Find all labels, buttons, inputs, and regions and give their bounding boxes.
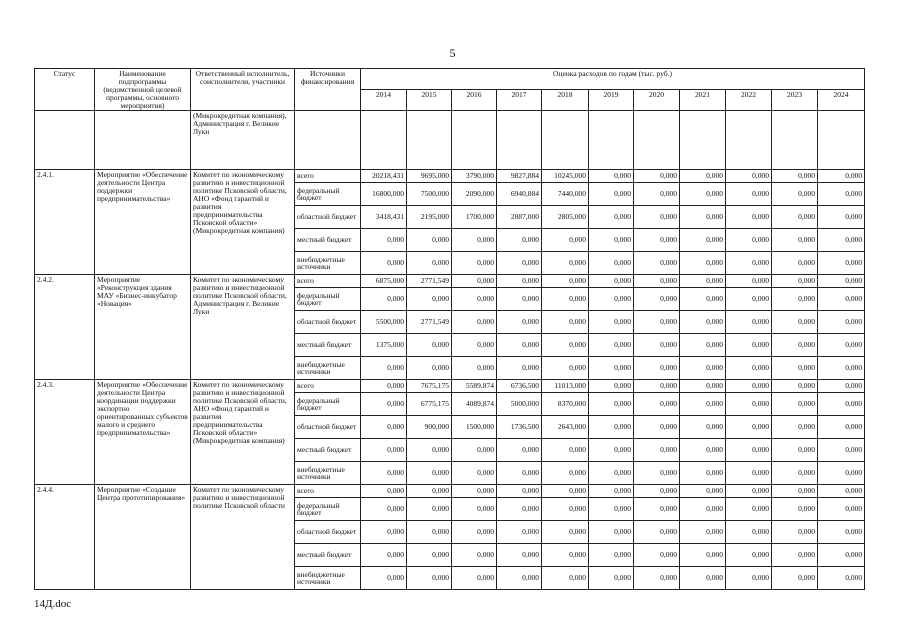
amount-cell: 0,000 [726,462,772,485]
amount-cell: 0,000 [634,275,680,288]
funding-source: местный бюджет [295,334,361,357]
group-status: 2.4.1. [35,170,95,275]
amount-cell: 2887,000 [497,206,542,229]
amount-cell: 0,000 [818,485,865,498]
group-name: Мероприятие «Реконструкция здания МАУ «Бизнес-инкубатор «Новация» [95,275,191,380]
empty-cell [680,111,726,170]
funding-source: всего [295,170,361,183]
page-number: 5 [449,46,456,60]
funding-source: внебюджетные источники [295,567,361,590]
amount-cell: 0,000 [497,252,542,275]
amount-cell: 0,000 [680,206,726,229]
amount-cell: 0,000 [589,544,634,567]
amount-cell: 0,000 [589,498,634,521]
amount-cell: 1700,000 [452,206,497,229]
table-row [35,380,865,393]
amount-cell: 0,000 [407,439,452,462]
amount-cell: 0,000 [680,334,726,357]
amount-cell: 0,000 [589,485,634,498]
amount-cell: 0,000 [589,229,634,252]
amount-cell: 0,000 [726,334,772,357]
footer-filename: 14Д.doc [34,598,72,610]
amount-cell: 0,000 [542,544,589,567]
amount-cell: 0,000 [634,439,680,462]
amount-cell: 0,000 [497,275,542,288]
header-year: 2016 [452,90,497,111]
amount-cell: 0,000 [680,311,726,334]
continuation-source-cell [295,111,361,170]
amount-cell: 0,000 [361,498,407,521]
empty-cell [407,111,452,170]
amount-cell: 6875,000 [361,275,407,288]
amount-cell: 0,000 [407,544,452,567]
amount-cell: 0,000 [634,393,680,416]
header-year: 2024 [818,90,865,111]
amount-cell: 0,000 [726,498,772,521]
funding-source: всего [295,275,361,288]
amount-cell: 0,000 [772,439,818,462]
amount-cell: 0,000 [726,567,772,590]
amount-cell: 0,000 [452,288,497,311]
amount-cell: 0,000 [542,439,589,462]
empty-cell [818,111,865,170]
amount-cell: 0,000 [407,498,452,521]
group-responsible: Комитет по экономическому развитию и инвестиционной политике Псковской области, Администрация г. Великие Луки [191,275,295,380]
amount-cell: 0,000 [772,183,818,206]
continuation-name-cell [95,111,191,170]
amount-cell: 0,000 [452,521,497,544]
amount-cell: 0,000 [407,462,452,485]
amount-cell: 0,000 [407,334,452,357]
amount-cell: 0,000 [497,544,542,567]
amount-cell: 0,000 [589,275,634,288]
amount-cell: 0,000 [407,567,452,590]
amount-cell: 0,000 [680,485,726,498]
amount-cell: 0,000 [497,521,542,544]
header-year: 2020 [634,90,680,111]
amount-cell: 0,000 [542,521,589,544]
funding-source: федеральный бюджет [295,183,361,206]
table-row [35,275,865,288]
amount-cell: 0,000 [589,521,634,544]
amount-cell: 0,000 [452,485,497,498]
amount-cell: 0,000 [818,521,865,544]
amount-cell: 0,000 [680,252,726,275]
amount-cell: 0,000 [634,183,680,206]
amount-cell: 1375,000 [361,334,407,357]
amount-cell: 0,000 [452,567,497,590]
amount-cell: 0,000 [452,334,497,357]
table-body [35,111,865,590]
amount-cell: 20218,431 [361,170,407,183]
amount-cell: 0,000 [497,311,542,334]
amount-cell: 0,000 [452,275,497,288]
amount-cell: 0,000 [497,498,542,521]
amount-cell: 7675,175 [407,380,452,393]
group-name: Мероприятие «Создание Центра прототипирования» [95,485,191,590]
amount-cell: 0,000 [542,288,589,311]
header-status: Статус [35,69,95,111]
amount-cell: 5000,000 [497,393,542,416]
amount-cell: 0,000 [634,567,680,590]
amount-cell: 0,000 [542,498,589,521]
amount-cell: 0,000 [726,544,772,567]
amount-cell: 0,000 [589,206,634,229]
amount-cell: 0,000 [680,288,726,311]
amount-cell: 0,000 [634,380,680,393]
empty-cell [497,111,542,170]
amount-cell: 0,000 [497,462,542,485]
funding-source: местный бюджет [295,439,361,462]
amount-cell: 0,000 [589,170,634,183]
amount-cell: 2771,549 [407,311,452,334]
funding-source: всего [295,485,361,498]
amount-cell: 0,000 [589,183,634,206]
amount-cell: 8370,000 [542,393,589,416]
group-responsible: Комитет по экономическому развитию и инвестиционной политике Псковской области [191,485,295,590]
amount-cell: 0,000 [772,380,818,393]
amount-cell: 2771,549 [407,275,452,288]
empty-cell [726,111,772,170]
amount-cell: 0,000 [452,252,497,275]
amount-cell: 0,000 [361,485,407,498]
table-header [35,69,865,111]
amount-cell: 0,000 [542,311,589,334]
amount-cell: 0,000 [542,462,589,485]
amount-cell: 2643,000 [542,416,589,439]
amount-cell: 0,000 [772,462,818,485]
amount-cell: 0,000 [361,544,407,567]
amount-cell: 0,000 [818,311,865,334]
amount-cell: 0,000 [818,498,865,521]
amount-cell: 0,000 [361,380,407,393]
amount-cell: 9695,000 [407,170,452,183]
amount-cell: 0,000 [407,229,452,252]
funding-source: федеральный бюджет [295,288,361,311]
header-year: 2019 [589,90,634,111]
amount-cell: 0,000 [407,357,452,380]
amount-cell: 0,000 [361,288,407,311]
amount-cell: 11013,000 [542,380,589,393]
amount-cell: 0,000 [726,416,772,439]
amount-cell: 0,000 [634,229,680,252]
header-estimate: Оценка расходов по годам (тыс. руб.) [361,69,865,90]
amount-cell: 0,000 [772,229,818,252]
amount-cell: 0,000 [818,462,865,485]
funding-source: федеральный бюджет [295,498,361,521]
funding-source: внебюджетные источники [295,462,361,485]
continuation-responsible: (Микрокредитная компания), Администрация г. Великие Луки [191,111,295,170]
funding-source: местный бюджет [295,544,361,567]
funding-source: областной бюджет [295,311,361,334]
amount-cell: 0,000 [680,170,726,183]
amount-cell: 0,000 [407,252,452,275]
group-status: 2.4.4. [35,485,95,590]
amount-cell: 0,000 [680,439,726,462]
funding-source: федеральный бюджет [295,393,361,416]
amount-cell: 0,000 [634,334,680,357]
amount-cell: 10245,000 [542,170,589,183]
amount-cell: 0,000 [818,206,865,229]
amount-cell: 0,000 [726,229,772,252]
group-status: 2.4.2. [35,275,95,380]
amount-cell: 0,000 [452,311,497,334]
amount-cell: 0,000 [361,252,407,275]
header-year: 2018 [542,90,589,111]
amount-cell: 0,000 [818,288,865,311]
amount-cell: 0,000 [634,252,680,275]
amount-cell: 0,000 [772,275,818,288]
amount-cell: 0,000 [726,521,772,544]
amount-cell: 0,000 [680,183,726,206]
amount-cell: 0,000 [680,380,726,393]
amount-cell: 0,000 [407,288,452,311]
amount-cell: 0,000 [497,288,542,311]
amount-cell: 0,000 [726,485,772,498]
amount-cell: 0,000 [772,311,818,334]
amount-cell: 1736,500 [497,416,542,439]
amount-cell: 0,000 [726,439,772,462]
header-name: Наименование подпрограммы (ведомственной целевой программы, основного мероприятия) [95,69,191,111]
amount-cell: 0,000 [726,170,772,183]
amount-cell: 7500,000 [407,183,452,206]
amount-cell: 0,000 [818,229,865,252]
amount-cell: 3418,431 [361,206,407,229]
amount-cell: 0,000 [589,288,634,311]
amount-cell: 0,000 [772,544,818,567]
table-row [35,485,865,498]
header-year: 2014 [361,90,407,111]
amount-cell: 3790,000 [452,170,497,183]
amount-cell: 0,000 [772,288,818,311]
amount-cell: 6775,175 [407,393,452,416]
header-year: 2021 [680,90,726,111]
amount-cell: 0,000 [680,416,726,439]
header-year: 2017 [497,90,542,111]
amount-cell: 0,000 [680,357,726,380]
group-name: Мероприятие «Обеспечение деятельности Центра координации поддержки экспортно ориентированных субъектов малого и среднего предпринимательства» [95,380,191,485]
amount-cell: 0,000 [634,544,680,567]
amount-cell: 0,000 [452,229,497,252]
empty-cell [542,111,589,170]
group-responsible: Комитет по экономическому развитию и инвестиционной политике Псковской области, АНО «Фонд гарантий и развития предпринимательства Псковской области» (Микрокредитная компания) [191,380,295,485]
amount-cell: 0,000 [361,357,407,380]
amount-cell: 0,000 [772,357,818,380]
amount-cell: 0,000 [634,416,680,439]
amount-cell: 0,000 [726,311,772,334]
amount-cell: 0,000 [542,252,589,275]
amount-cell: 0,000 [361,393,407,416]
amount-cell: 0,000 [497,485,542,498]
amount-cell: 0,000 [452,439,497,462]
amount-cell: 0,000 [542,229,589,252]
group-status: 2.4.3. [35,380,95,485]
amount-cell: 0,000 [818,275,865,288]
header-year: 2023 [772,90,818,111]
amount-cell: 0,000 [772,567,818,590]
amount-cell: 0,000 [452,462,497,485]
amount-cell: 0,000 [634,498,680,521]
amount-cell: 0,000 [452,544,497,567]
amount-cell: 0,000 [818,544,865,567]
amount-cell: 0,000 [818,170,865,183]
amount-cell: 0,000 [772,393,818,416]
amount-cell: 0,000 [407,485,452,498]
amount-cell: 0,000 [589,393,634,416]
amount-cell: 0,000 [497,439,542,462]
amount-cell: 2195,000 [407,206,452,229]
amount-cell: 0,000 [818,380,865,393]
amount-cell: 2090,000 [452,183,497,206]
amount-cell: 0,000 [497,229,542,252]
amount-cell: 1500,000 [452,416,497,439]
amount-cell: 0,000 [680,567,726,590]
amount-cell: 0,000 [497,334,542,357]
amount-cell: 0,000 [680,521,726,544]
amount-cell: 5589,874 [452,380,497,393]
amount-cell: 9827,884 [497,170,542,183]
funding-source: всего [295,380,361,393]
amount-cell: 0,000 [772,521,818,544]
amount-cell: 0,000 [589,439,634,462]
amount-cell: 0,000 [589,416,634,439]
amount-cell: 0,000 [542,485,589,498]
amount-cell: 0,000 [589,311,634,334]
amount-cell: 0,000 [634,311,680,334]
amount-cell: 0,000 [634,485,680,498]
funding-source: внебюджетные источники [295,357,361,380]
amount-cell: 0,000 [634,462,680,485]
amount-cell: 0,000 [361,416,407,439]
amount-cell: 0,000 [589,567,634,590]
amount-cell: 6940,884 [497,183,542,206]
amount-cell: 0,000 [634,170,680,183]
group-responsible: Комитет по экономическому развитию и инвестиционной политике Псковской области, АНО «Фонд гарантий и развития предпринимательства Псковской области» (Микрокредитная компания) [191,170,295,275]
amount-cell: 0,000 [818,334,865,357]
header-year: 2022 [726,90,772,111]
amount-cell: 900,000 [407,416,452,439]
amount-cell: 0,000 [634,357,680,380]
amount-cell: 0,000 [772,485,818,498]
continuation-status-cell [35,111,95,170]
amount-cell: 0,000 [589,334,634,357]
amount-cell: 5500,000 [361,311,407,334]
amount-cell: 0,000 [542,357,589,380]
amount-cell: 0,000 [452,498,497,521]
amount-cell: 0,000 [361,439,407,462]
amount-cell: 0,000 [772,170,818,183]
amount-cell: 0,000 [589,357,634,380]
amount-cell: 0,000 [680,462,726,485]
empty-cell [589,111,634,170]
header-sources: Источники финансирования [295,69,361,111]
amount-cell: 0,000 [634,521,680,544]
amount-cell: 0,000 [680,275,726,288]
header-year: 2015 [407,90,452,111]
amount-cell: 0,000 [589,252,634,275]
amount-cell: 0,000 [726,183,772,206]
amount-cell: 0,000 [497,357,542,380]
amount-cell: 0,000 [634,288,680,311]
amount-cell: 0,000 [361,229,407,252]
header-responsible: Ответственный исполнитель, соисполнители, участники [191,69,295,111]
amount-cell: 0,000 [361,567,407,590]
amount-cell: 0,000 [542,334,589,357]
amount-cell: 0,000 [680,229,726,252]
amount-cell: 0,000 [818,183,865,206]
amount-cell: 0,000 [680,544,726,567]
amount-cell: 2805,000 [542,206,589,229]
amount-cell: 7440,000 [542,183,589,206]
amount-cell: 4089,874 [452,393,497,416]
amount-cell: 0,000 [772,416,818,439]
amount-cell: 0,000 [772,206,818,229]
funding-source: местный бюджет [295,229,361,252]
amount-cell: 0,000 [680,393,726,416]
empty-cell [634,111,680,170]
amount-cell: 0,000 [818,416,865,439]
continuation-row [35,111,865,170]
amount-cell: 0,000 [818,252,865,275]
amount-cell: 0,000 [772,498,818,521]
amount-cell: 0,000 [772,334,818,357]
group-name: Мероприятие «Обеспечение деятельности Центра поддержки предпринимательства» [95,170,191,275]
empty-cell [452,111,497,170]
amount-cell: 0,000 [726,393,772,416]
funding-source: областной бюджет [295,416,361,439]
amount-cell: 0,000 [361,462,407,485]
funding-source: внебюджетные источники [295,252,361,275]
empty-cell [772,111,818,170]
amount-cell: 0,000 [452,357,497,380]
amount-cell: 0,000 [361,521,407,544]
table-row [35,170,865,183]
amount-cell: 0,000 [726,380,772,393]
amount-cell: 0,000 [726,357,772,380]
amount-cell: 0,000 [818,393,865,416]
funding-source: областной бюджет [295,521,361,544]
amount-cell: 0,000 [818,357,865,380]
budget-table [34,68,865,590]
amount-cell: 16800,000 [361,183,407,206]
amount-cell: 0,000 [542,275,589,288]
empty-cell [361,111,407,170]
amount-cell: 0,000 [680,498,726,521]
amount-cell: 0,000 [818,567,865,590]
amount-cell: 0,000 [497,567,542,590]
amount-cell: 0,000 [726,252,772,275]
amount-cell: 0,000 [726,206,772,229]
amount-cell: 0,000 [542,567,589,590]
amount-cell: 0,000 [772,252,818,275]
amount-cell: 0,000 [407,521,452,544]
amount-cell: 0,000 [818,439,865,462]
amount-cell: 0,000 [634,206,680,229]
amount-cell: 0,000 [589,380,634,393]
amount-cell: 0,000 [726,288,772,311]
funding-source: областной бюджет [295,206,361,229]
amount-cell: 6736,500 [497,380,542,393]
amount-cell: 0,000 [726,275,772,288]
amount-cell: 0,000 [589,462,634,485]
